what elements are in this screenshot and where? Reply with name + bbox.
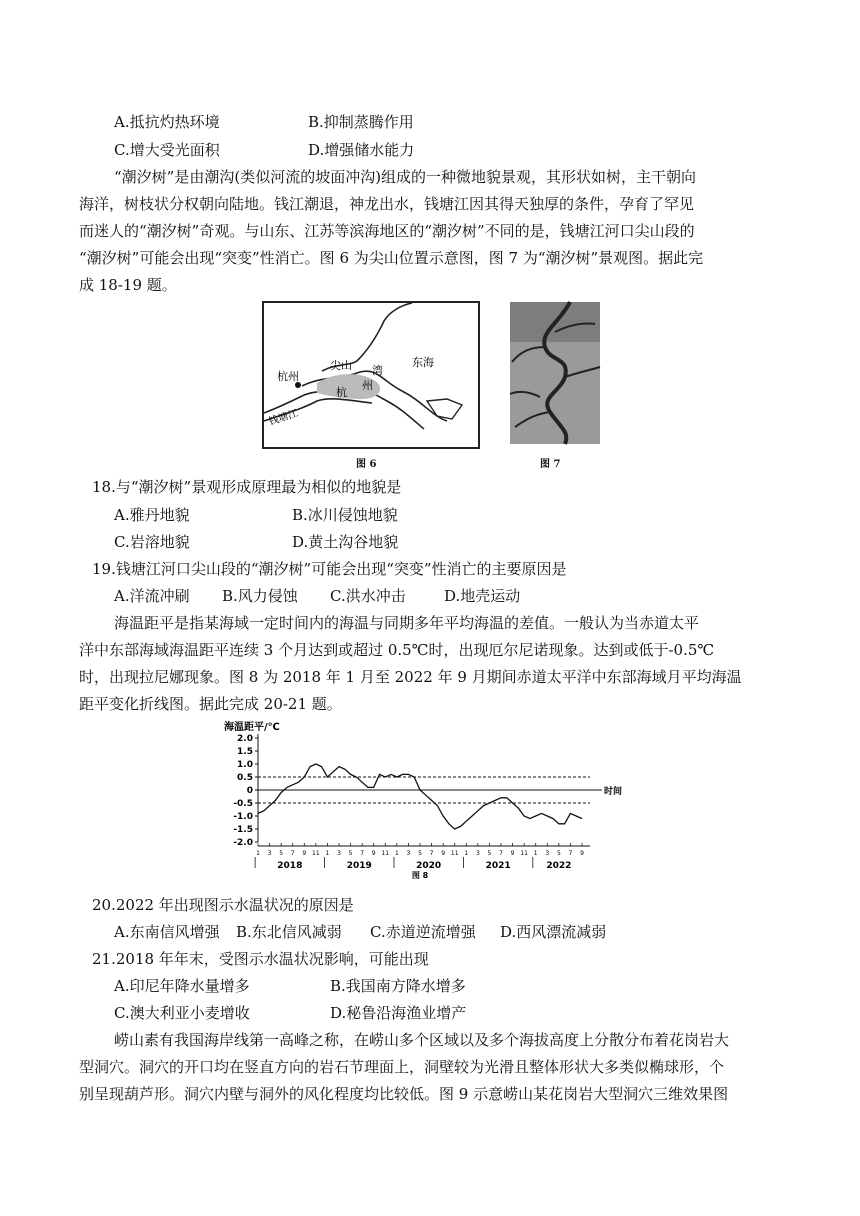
question-19: 19.钱塘江河口尖山段的“潮汐树”可能会出现“突变”性消亡的主要原因是 [92,560,567,578]
month-tick-label: 9 [510,850,515,857]
month-tick-label: 7 [499,850,503,857]
option-b: B.我国南方降水增多 [330,977,466,995]
option-d: D.增强储水能力 [308,141,415,159]
question-18: 18.与“潮汐树”景观形成原理最为相似的地貌是 [92,478,402,496]
passage-line: 型洞穴。洞穴的开口均在竖直方向的岩石节理面上，洞壁较为光滑且整体形状大多类似椭球形，个 [79,1058,725,1076]
month-tick-label: 11 [312,850,320,857]
option-a: A.雅丹地貌 [114,506,190,524]
month-tick-label: 3 [337,850,341,857]
option-b: B.抑制蒸腾作用 [308,113,414,131]
passage-line: 成 18-19 题。 [79,276,177,294]
passage-line: 距平变化折线图。据此完成 20-21 题。 [79,695,342,713]
month-tick-label: 9 [371,850,376,857]
month-tick-label: 5 [418,850,422,857]
y-tick-label: 0.5 [237,773,253,783]
month-tick-label: 3 [475,850,480,857]
year-label: 2022 [546,861,572,871]
donghai-label: 东海 [412,356,434,369]
jianshan-label: 尖山 [330,359,352,372]
month-tick-label: 3 [267,850,272,857]
y-tick-label: -2.0 [233,838,253,848]
option-a: A.抵抗灼热环境 [114,113,220,131]
fig8-caption: 图 8 [411,871,429,880]
option-d: D.秘鲁沿海渔业增产 [330,1004,467,1022]
option-b: B.东北信风减弱 [236,923,342,941]
month-tick-label: 1 [256,850,260,857]
option-a: A.洋流冲刷 [114,587,190,605]
year-label: 2019 [346,861,372,871]
passage-line: 别呈现葫芦形。洞穴内壁与洞外的风化程度均比较低。图 9 示意崂山某花岗岩大型洞穴三维效果图 [79,1085,729,1103]
question-21: 21.2018 年年末，受图示水温状况影响，可能出现 [92,950,429,968]
x-axis-label: 时间 [604,787,623,797]
option-c: C.赤道逆流增强 [370,923,476,941]
month-tick-label: 7 [360,850,365,857]
passage-line: 海温距平是指某海域一定时间内的海温与同期多年平均海温的差值。一般认为当赤道太平 [114,614,700,632]
month-tick-label: 1 [394,850,399,857]
passage-line: 海洋，树枝状分权朝向陆地。钱江潮退，神龙出水，钱塘江因其得天独厚的条件，孕育了罕见 [79,195,695,213]
option-b: B.风力侵蚀 [222,587,298,605]
sst-anomaly-chart [220,720,623,882]
y-tick-label: 1.0 [237,760,253,770]
question-20: 20.2022 年出现图示水温状况的原因是 [92,896,354,914]
month-tick-label: 1 [533,850,538,857]
year-label: 2021 [485,861,511,871]
month-tick-label: 9 [580,850,584,857]
month-tick-label: 9 [302,850,307,857]
month-tick-label: 5 [348,850,353,857]
fig6-caption: 图 6 [356,459,377,470]
passage-line: “潮汐树”是由潮沟(类似河流的坡面冲沟)组成的一种微地貌景观，其形状如树，主干朝向 [114,168,697,186]
month-tick-label: 7 [568,850,573,857]
passage-line: 崂山素有我国海岸线第一高峰之称，在崂山多个区域以及多个海拔高度上分散分布着花岗岩大 [114,1031,730,1049]
passage-line: “潮汐树”可能会出现“突变”性消亡。图 6 为尖山位置示意图，图 7 为“潮汐树”景观图。据此完 [79,249,704,267]
tidal-tree-photo [510,302,600,444]
fig7-caption: 图 7 [540,459,561,470]
option-d: D.黄土沟谷地貌 [292,533,399,551]
qiantangjiang-label: 钱塘江 [267,408,300,428]
y-tick-label: 1.5 [237,747,253,757]
option-a: A.东南信风增强 [114,923,220,941]
month-tick-label: 11 [450,850,459,857]
passage-line: 而迷人的“潮汐树”奇观。与山东、江苏等滨海地区的“潮汐树”不同的是，钱塘江河口尖山段的 [79,222,695,240]
option-c: C.洪水冲击 [330,587,406,605]
y-tick-label: -1.0 [233,812,253,822]
passage-line: 洋中东部海域海温距平连续 3 个月达到或超过 0.5℃时，出现厄尔尼诺现象。达到或低于-0.5℃ [79,641,715,659]
y-tick-label: 2.0 [237,734,253,744]
y-tick-label: -1.5 [233,825,253,835]
y-tick-label: 0 [246,786,253,796]
passage-line: 时，出现拉尼娜现象。图 8 为 2018 年 1 月至 2022 年 9 月期间赤道太平洋中东部海域月平均海温 [79,668,742,686]
month-tick-label: 7 [429,850,434,857]
zhou-label: 州 [362,379,373,392]
y-axis-label: 海温距平/℃ [224,722,280,733]
month-tick-label: 1 [325,850,330,857]
month-tick-label: 9 [441,850,446,857]
year-label: 2020 [416,861,442,871]
sst-anomaly-line [258,764,582,829]
month-tick-label: 5 [556,850,561,857]
month-tick-label: 11 [381,850,390,857]
option-c: C.澳大利亚小麦增收 [114,1004,250,1022]
option-d: D.西风漂流减弱 [500,923,607,941]
month-tick-label: 3 [406,850,411,857]
hang-label: 杭 [336,386,347,399]
option-d: D.地壳运动 [444,587,521,605]
month-tick-label: 3 [545,850,550,857]
option-b: B.冰川侵蚀地貌 [292,506,398,524]
month-tick-label: 7 [290,850,295,857]
option-c: C.增大受光面积 [114,141,220,159]
option-a: A.印尼年降水量增多 [114,977,250,995]
month-tick-label: 5 [279,850,284,857]
y-tick-label: -0.5 [233,799,253,809]
month-tick-label: 5 [487,850,492,857]
wan-label: 湾 [372,364,383,377]
hangzhou-label: 杭州 [277,370,299,383]
month-tick-label: 11 [520,850,528,857]
year-label: 2018 [277,861,303,871]
option-c: C.岩溶地貌 [114,533,190,551]
month-tick-label: 1 [464,850,469,857]
jianshan-location-map [262,301,480,451]
